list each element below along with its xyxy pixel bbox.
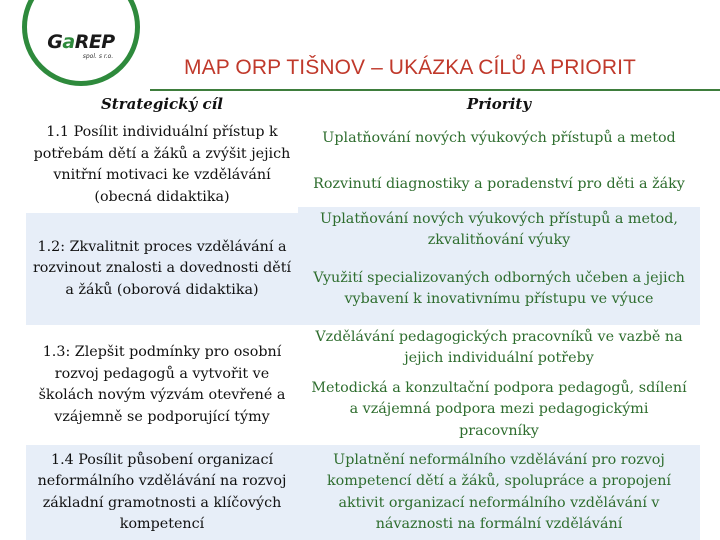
title-divider <box>150 89 720 91</box>
priority-1-3-a: Vzdělávání pedagogických pracovníků ve vazbě na jejich individuální potřeby <box>298 325 700 371</box>
goal-1-1: 1.1 Posílit individuální přístup k potřebám dětí a žáků a zvýšit jejich vnitřní motivaci ke vzdělávání (obecná didaktika) <box>26 117 298 213</box>
priority-1-1-a: Uplatňování nových výukových přístupů a metod <box>298 117 700 161</box>
goal-column-header: Strategický cíl <box>26 93 298 117</box>
goals-table <box>26 93 700 540</box>
priority-1-2-b: Využití specializovaných odborných učeben a jejich vybavení k inovativnímu přístupu ve výuce <box>298 253 700 325</box>
logo <box>22 0 140 86</box>
page-title: MAP ORP TIŠNOV – UKÁZKA CÍLŮ A PRIORIT <box>184 56 636 79</box>
priority-1-3-b: Metodická a konzultační podpora pedagogů, sdílení a vzájemná podpora mezi pedagogickými pracovníky <box>298 375 700 445</box>
priority-column-header: Priority <box>298 93 700 117</box>
priority-1-1-b: Rozvinutí diagnostiky a poradenství pro děti a žáky <box>298 163 700 207</box>
goal-1-4: 1.4 Posílit působení organizací neformálního vzdělávání na rozvoj základní gramotnosti a klíčových kompetencí <box>26 445 298 540</box>
goal-1-3: 1.3: Zlepšit podmínky pro osobní rozvoj pedagogů a vytvořit ve školách novým výzvám otevřené a vzájemně se podporující týmy <box>26 325 298 445</box>
logo-main-text: GaREP <box>47 31 115 53</box>
logo-sub-text: spol. s r.o. <box>82 53 114 60</box>
header <box>0 0 720 92</box>
goal-1-2: 1.2: Zkvalitnit proces vzdělávání a rozvinout znalosti a dovednosti dětí a žáků (oborová didaktika) <box>26 213 298 325</box>
priority-1-4-a: Uplatnění neformálního vzdělávání pro rozvoj kompetencí dětí a žáků, spolupráce a propojení aktivit organizací neformálního vzdělávání v návaznosti na formální vzdělávání <box>298 445 700 540</box>
priority-1-2-a: Uplatňování nových výukových přístupů a metod, zkvalitňování výuky <box>298 207 700 253</box>
